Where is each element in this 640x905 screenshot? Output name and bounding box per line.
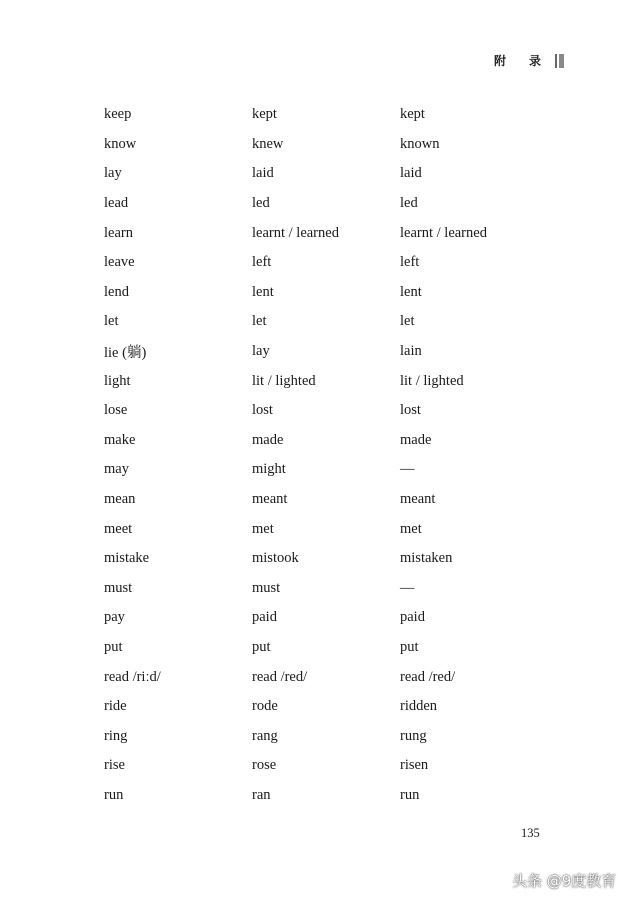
table-row bbox=[104, 514, 560, 544]
past-participle: — bbox=[400, 461, 415, 478]
base-form: must bbox=[104, 579, 133, 596]
base-form: lead bbox=[104, 195, 129, 212]
past-tense: lit / lighted bbox=[252, 372, 316, 389]
base-form: meet bbox=[104, 520, 133, 537]
base-form: mistake bbox=[104, 550, 150, 567]
past-tense: rode bbox=[252, 698, 278, 715]
base-form: lend bbox=[104, 283, 129, 300]
watermark: 头条 @9度教育 bbox=[512, 872, 617, 890]
past-participle: risen bbox=[400, 757, 429, 774]
past-tense: let bbox=[252, 313, 267, 330]
past-tense: ran bbox=[252, 786, 271, 803]
base-form: let bbox=[104, 313, 119, 330]
past-participle: lain bbox=[400, 343, 422, 360]
table-row bbox=[104, 248, 560, 278]
past-tense: might bbox=[252, 461, 286, 478]
past-participle: lent bbox=[400, 283, 422, 300]
past-tense: met bbox=[252, 520, 274, 537]
past-participle: paid bbox=[400, 609, 425, 626]
table-row bbox=[104, 426, 560, 456]
base-form: ride bbox=[104, 698, 127, 715]
past-participle: meant bbox=[400, 491, 436, 508]
table-row bbox=[104, 455, 560, 485]
header-bar-thick bbox=[559, 54, 564, 68]
table-row bbox=[104, 396, 560, 426]
base-form: may bbox=[104, 461, 129, 478]
past-participle: rung bbox=[400, 727, 427, 744]
past-tense: rose bbox=[252, 757, 277, 774]
base-form: mean bbox=[104, 491, 136, 508]
past-participle: led bbox=[400, 195, 418, 212]
table-row bbox=[104, 544, 560, 574]
table-row bbox=[104, 100, 560, 130]
past-tense: put bbox=[252, 638, 271, 655]
base-form: read /riːd/ bbox=[104, 668, 161, 685]
page-number: 135 bbox=[521, 826, 540, 840]
running-header bbox=[494, 52, 564, 69]
past-participle: let bbox=[400, 313, 415, 330]
table-row bbox=[104, 574, 560, 604]
past-tense: meant bbox=[252, 491, 288, 508]
base-form: lose bbox=[104, 402, 128, 419]
base-form: learn bbox=[104, 224, 133, 241]
past-tense: paid bbox=[252, 609, 277, 626]
header-bar-thin bbox=[555, 54, 557, 68]
verb-table bbox=[104, 100, 560, 810]
past-tense: read /red/ bbox=[252, 668, 308, 685]
base-form: make bbox=[104, 431, 136, 448]
table-row bbox=[104, 781, 560, 811]
past-participle: read /red/ bbox=[400, 668, 456, 685]
past-tense: lost bbox=[252, 402, 273, 419]
base-form: run bbox=[104, 786, 124, 803]
base-form: light bbox=[104, 372, 131, 389]
past-participle: laid bbox=[400, 165, 422, 182]
table-row bbox=[104, 159, 560, 189]
past-tense: lent bbox=[252, 283, 274, 300]
past-participle: lost bbox=[400, 402, 421, 419]
past-participle: put bbox=[400, 638, 419, 655]
past-participle: left bbox=[400, 254, 420, 271]
past-tense: left bbox=[252, 254, 272, 271]
table-row bbox=[104, 751, 560, 781]
past-participle: — bbox=[400, 579, 415, 596]
table-row bbox=[104, 337, 560, 367]
base-form: leave bbox=[104, 254, 135, 271]
base-form: lie (躺) bbox=[104, 345, 147, 362]
table-row bbox=[104, 662, 560, 692]
base-form: put bbox=[104, 638, 123, 655]
past-tense: laid bbox=[252, 165, 274, 182]
table-row bbox=[104, 307, 560, 337]
base-form: lay bbox=[104, 165, 122, 182]
table-row bbox=[104, 278, 560, 308]
past-participle: made bbox=[400, 431, 432, 448]
past-participle: mistaken bbox=[400, 550, 453, 567]
past-tense: must bbox=[252, 579, 281, 596]
past-tense: rang bbox=[252, 727, 278, 744]
past-tense: knew bbox=[252, 135, 284, 152]
past-tense: lay bbox=[252, 343, 270, 360]
past-participle: met bbox=[400, 520, 422, 537]
past-participle: known bbox=[400, 135, 440, 152]
table-row bbox=[104, 366, 560, 396]
past-tense: led bbox=[252, 195, 270, 212]
table-row bbox=[104, 633, 560, 663]
past-participle: kept bbox=[400, 106, 425, 123]
base-form: know bbox=[104, 135, 137, 152]
table-row bbox=[104, 692, 560, 722]
past-tense: mistook bbox=[252, 550, 299, 567]
past-participle: ridden bbox=[400, 698, 438, 715]
past-participle: learnt / learned bbox=[400, 224, 487, 241]
past-participle: run bbox=[400, 786, 420, 803]
table-row bbox=[104, 130, 560, 160]
past-tense: kept bbox=[252, 106, 277, 123]
past-tense: made bbox=[252, 431, 284, 448]
past-participle: lit / lighted bbox=[400, 372, 464, 389]
base-form: rise bbox=[104, 757, 125, 774]
table-row bbox=[104, 603, 560, 633]
base-form: ring bbox=[104, 727, 128, 744]
table-row bbox=[104, 189, 560, 219]
past-tense: learnt / learned bbox=[252, 224, 339, 241]
table-row bbox=[104, 721, 560, 751]
header-title: 附 录 bbox=[493, 54, 551, 68]
base-form: pay bbox=[104, 609, 125, 626]
table-row bbox=[104, 485, 560, 515]
table-row bbox=[104, 218, 560, 248]
base-form: keep bbox=[104, 106, 132, 123]
